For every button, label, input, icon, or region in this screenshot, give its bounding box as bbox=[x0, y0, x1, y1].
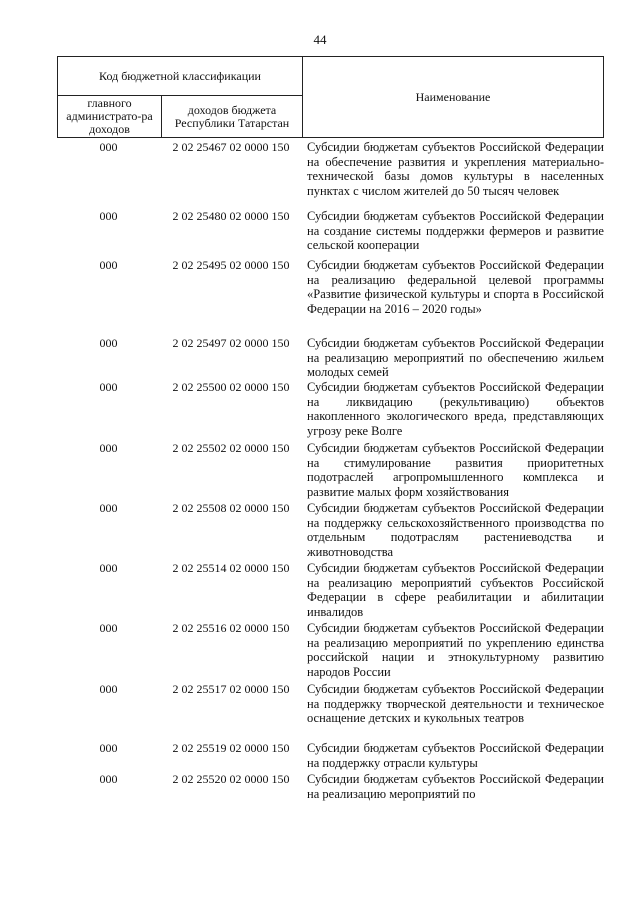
income-code-cell: 2 02 25502 02 0000 150 bbox=[172, 441, 290, 455]
income-code-cell: 2 02 25467 02 0000 150 bbox=[172, 140, 290, 154]
header-code-group: Код бюджетной классификации bbox=[99, 68, 261, 83]
admin-code-cell: 000 bbox=[99, 621, 118, 635]
table-row bbox=[57, 209, 604, 258]
income-code-cell: 2 02 25516 02 0000 150 bbox=[172, 621, 290, 635]
table-row bbox=[57, 140, 604, 209]
name-cell: Субсидии бюджетам субъектов Российской Федерации на поддержку отрасли культуры bbox=[307, 741, 604, 770]
income-code-cell: 2 02 25500 02 0000 150 bbox=[172, 380, 290, 394]
table-row bbox=[57, 501, 604, 561]
admin-code-cell: 000 bbox=[99, 336, 118, 350]
income-code-cell: 2 02 25508 02 0000 150 bbox=[172, 501, 290, 515]
table-row bbox=[57, 682, 604, 741]
header-admin-column: главного администрато-ра доходов bbox=[66, 96, 153, 136]
admin-code-cell: 000 bbox=[99, 501, 118, 515]
name-cell: Субсидии бюджетам субъектов Российской Федерации на реализацию федеральной целевой программы «Развитие физической культуры и спорта в Российской Федерации на 2016 – 2020 годы» bbox=[307, 258, 604, 316]
name-cell: Субсидии бюджетам субъектов Российской Федерации на реализацию мероприятий по обеспечению жильем молодых семей bbox=[307, 336, 604, 379]
admin-code-cell: 000 bbox=[99, 258, 118, 272]
income-code-cell: 2 02 25480 02 0000 150 bbox=[172, 209, 290, 223]
table-header bbox=[57, 56, 604, 138]
name-cell: Субсидии бюджетам субъектов Российской Федерации на поддержку сельскохозяйственного производства по отдельным подотраслям растениеводства и животноводства bbox=[307, 501, 604, 559]
table-row bbox=[57, 258, 604, 336]
name-cell: Субсидии бюджетам субъектов Российской Федерации на реализацию мероприятий по bbox=[307, 772, 604, 801]
admin-code-cell: 000 bbox=[99, 682, 118, 696]
name-cell: Субсидии бюджетам субъектов Российской Федерации на реализацию мероприятий по укреплению единства российской нации и этнокультурному развитию народов России bbox=[307, 621, 604, 679]
admin-code-cell: 000 bbox=[99, 441, 118, 455]
name-cell: Субсидии бюджетам субъектов Российской Федерации на создание системы поддержки фермеров и развитие сельской кооперации bbox=[307, 209, 604, 252]
name-cell: Субсидии бюджетам субъектов Российской Федерации на ликвидацию (рекультивацию) объектов накопленного экологического вреда, представляющих угрозу реке Волге bbox=[307, 380, 604, 438]
income-code-cell: 2 02 25519 02 0000 150 bbox=[172, 741, 290, 755]
table-row bbox=[57, 621, 604, 682]
admin-code-cell: 000 bbox=[99, 209, 118, 223]
table-row bbox=[57, 772, 604, 804]
income-code-cell: 2 02 25514 02 0000 150 bbox=[172, 561, 290, 575]
admin-code-cell: 000 bbox=[99, 741, 118, 755]
name-cell: Субсидии бюджетам субъектов Российской Федерации на реализацию мероприятий субъектов Российской Федерации в сфере реабилитации и абилитации инвалидов bbox=[307, 561, 604, 619]
header-income-column: доходов бюджета Республики Татарстан bbox=[174, 102, 290, 130]
name-cell: Субсидии бюджетам субъектов Российской Федерации на обеспечение развития и укрепления материально-технической базы домов культуры в населенных пунктах с числом жителей до 50 тысяч человек bbox=[307, 140, 604, 198]
income-code-cell: 2 02 25495 02 0000 150 bbox=[172, 258, 290, 272]
admin-code-cell: 000 bbox=[99, 772, 118, 786]
income-code-cell: 2 02 25517 02 0000 150 bbox=[172, 682, 290, 696]
income-code-cell: 2 02 25497 02 0000 150 bbox=[172, 336, 290, 350]
header-name-column: Наименование bbox=[415, 89, 491, 104]
table-row bbox=[57, 741, 604, 772]
page-number: 44 bbox=[313, 32, 327, 47]
income-code-cell: 2 02 25520 02 0000 150 bbox=[172, 772, 290, 786]
admin-code-cell: 000 bbox=[99, 380, 118, 394]
table-row bbox=[57, 380, 604, 441]
name-cell: Субсидии бюджетам субъектов Российской Федерации на поддержку творческой деятельности и техническое оснащение детских и кукольных театров bbox=[307, 682, 604, 725]
table-row bbox=[57, 336, 604, 380]
admin-code-cell: 000 bbox=[99, 140, 118, 154]
table-body bbox=[57, 140, 604, 804]
name-cell: Субсидии бюджетам субъектов Российской Федерации на стимулирование развития приоритетных подотраслей агропромышленного комплекса и развитие малых форм хозяйствования bbox=[307, 441, 604, 499]
table-row bbox=[57, 441, 604, 501]
table-row bbox=[57, 561, 604, 621]
admin-code-cell: 000 bbox=[99, 561, 118, 575]
